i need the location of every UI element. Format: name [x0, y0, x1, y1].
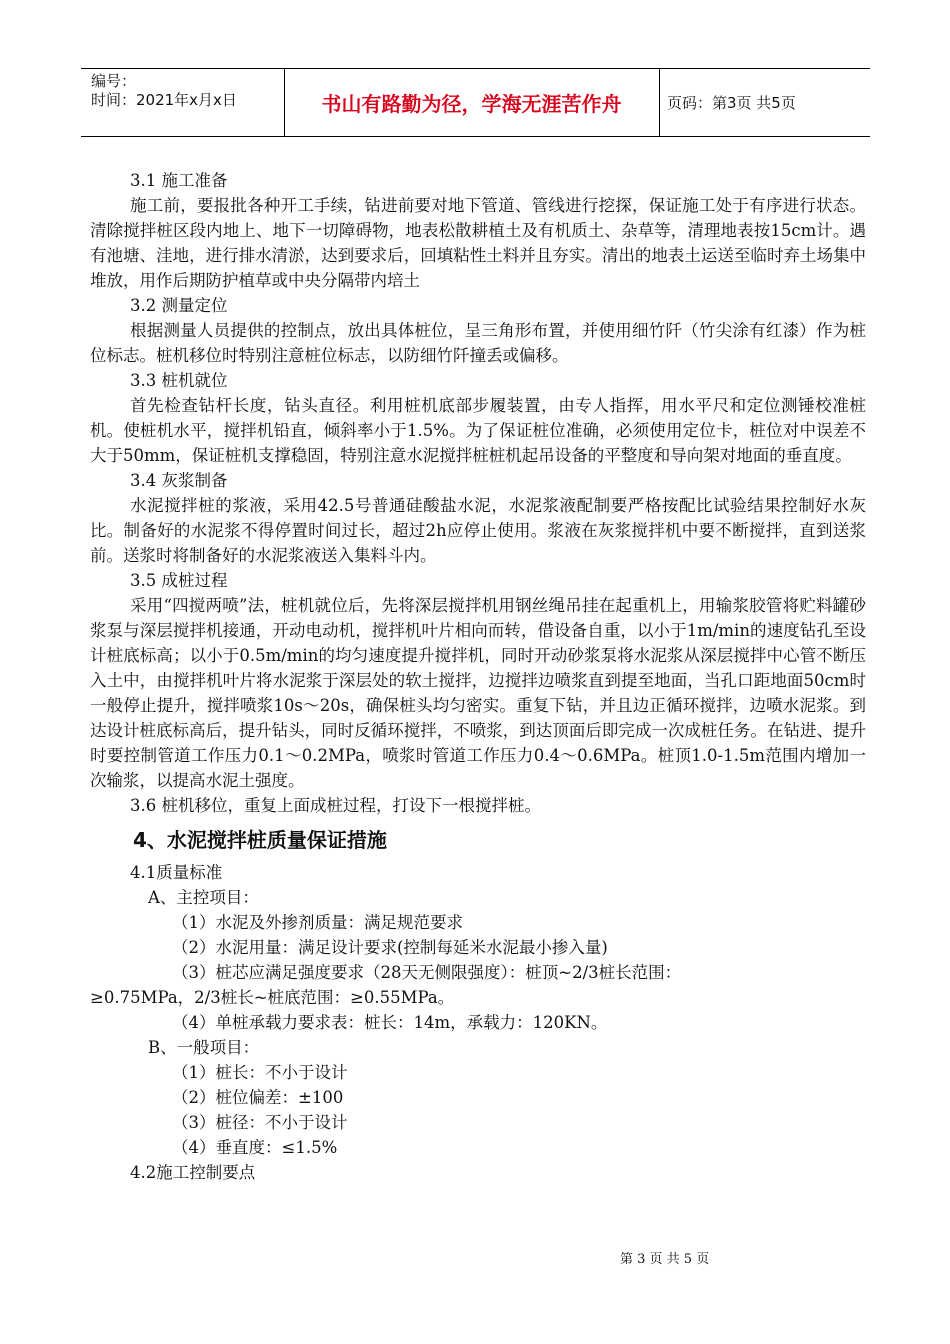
header-meta: [91, 72, 281, 110]
list-item: （2）桩位偏差：±100: [172, 1088, 344, 1107]
list-item-continuation: ≥0.75MPa，2/3桩长~桩底范围：≥0.55MPa。: [90, 988, 455, 1007]
list-item: （3）桩径：不小于设计: [172, 1113, 348, 1132]
section-3-4-title: 3.4 灰浆制备: [130, 471, 228, 490]
header-divider: [659, 69, 660, 136]
section-3-3-body: 首先检查钻杆长度，钻头直径。利用桩机底部步履装置，由专人指挥，用水平尺和定位测锤校准桩机。使桩机水平，搅拌机铅直，倾斜率小于1.5%。为了保证桩位准确，必须使用定位卡，桩位对中误差不大于50mm，保证桩机支撑稳固，特别注意水泥搅拌桩桩机起吊设备的平整度和导向架对地面的垂直度。: [90, 396, 866, 465]
section-3-1-body: 施工前，要报批各种开工手续，钻进前要对地下管道、管线进行挖探，保证施工处于有序进行状态。清除搅拌桩区段内地上、地下一切障碍物，地表松散耕植土及有机质土、杂草等，清理地表按15cm计。遇有池塘、洼地，进行排水清淤，达到要求后，回填粘性土料并且夯实。清出的地表土运送至临时弃土场集中堆放，用作后期防护植草或中央分隔带内培土: [90, 196, 866, 290]
main-items-title: A、主控项目：: [148, 888, 259, 907]
section-4-1-title: 4.1质量标准: [130, 863, 223, 882]
general-items-title: B、一般项目：: [148, 1038, 260, 1057]
section-3-2-title: 3.2 测量定位: [130, 296, 228, 315]
list-item: （4）垂直度：≤1.5%: [172, 1138, 338, 1157]
number-label: 编号：: [91, 72, 137, 90]
list-item: （2）水泥用量：满足设计要求(控制每延米水泥最小掺入量): [172, 938, 608, 957]
section-4-2-title: 4.2施工控制要点: [130, 1163, 256, 1182]
page-header: [81, 68, 870, 137]
section-3-5-body: 采用“四搅两喷”法，桩机就位后，先将深层搅拌机用钢丝绳吊挂在起重机上，用输浆胶管将贮料罐砂浆泵与深层搅拌机接通，开动电动机，搅拌机叶片相向而转，借设备自重，以小于1m/min的速度钻孔至设计桩底标高；以小于0.5m/min的均匀速度提升搅拌机，同时开动砂浆泵将水泥浆从深层搅拌中心管不断压入土中，由搅拌机叶片将水泥浆于深层处的软土搅拌，边搅拌边喷浆直到提至地面，当孔口距地面50cm时一般停止提升，搅拌喷浆10s～20s，确保桩头均匀密实。重复下钻，并且边正循环搅拌，边喷水泥浆。到达设计桩底标高后，提升钻头，同时反循环搅拌，不喷浆，到达顶面后即完成一次成桩任务。在钻进、提升时要控制管道工作压力0.1～0.2MPa，喷浆时管道工作压力0.4～0.6MPa。桩顶1.0-1.5m范围内增加一次输浆，以提高水泥土强度。: [90, 596, 866, 790]
section-3-6-line: 3.6 桩机移位，重复上面成桩过程，打设下一根搅拌桩。: [130, 796, 541, 815]
list-item: （3）桩芯应满足强度要求（28天无侧限强度）：桩顶~2/3桩长范围：: [172, 963, 682, 982]
section-3-4-body: 水泥搅拌桩的浆液，采用42.5号普通硅酸盐水泥，水泥浆液配制要严格按配比试验结果控制好水灰比。制备好的水泥浆不得停置时间过长，超过2h应停止使用。浆液在灰浆搅拌机中要不断搅拌，直到送浆前。送浆时将制备好的水泥浆液送入集料斗内。: [90, 496, 866, 565]
section-3-1-title: 3.1 施工准备: [130, 171, 228, 190]
document-body: [90, 168, 866, 1185]
date-label: 时间：2021年x月x日: [91, 91, 237, 109]
list-item: （4）单桩承载力要求表：桩长：14m，承载力：120KN。: [172, 1013, 608, 1032]
section-3-3-title: 3.3 桩机就位: [130, 371, 228, 390]
section-4-heading: 4、水泥搅拌桩质量保证措施: [133, 828, 387, 852]
section-3-2-body: 根据测量人员提供的控制点，放出具体桩位，呈三角形布置，并使用细竹阡（竹尖涂有红漆）作为桩位标志。桩机移位时特别注意桩位标志，以防细竹阡撞丢或偏移。: [90, 321, 866, 365]
list-item: （1）水泥及外掺剂质量：满足规范要求: [172, 913, 463, 932]
list-item: （1）桩长：不小于设计: [172, 1063, 348, 1082]
section-3-5-title: 3.5 成桩过程: [130, 571, 228, 590]
header-motto: 书山有路勤为径，学海无涯苦作舟: [321, 92, 622, 116]
page-footer: 第 3 页 共 5 页: [620, 1252, 710, 1267]
header-page-number: 页码：第3页 共5页: [667, 94, 796, 112]
